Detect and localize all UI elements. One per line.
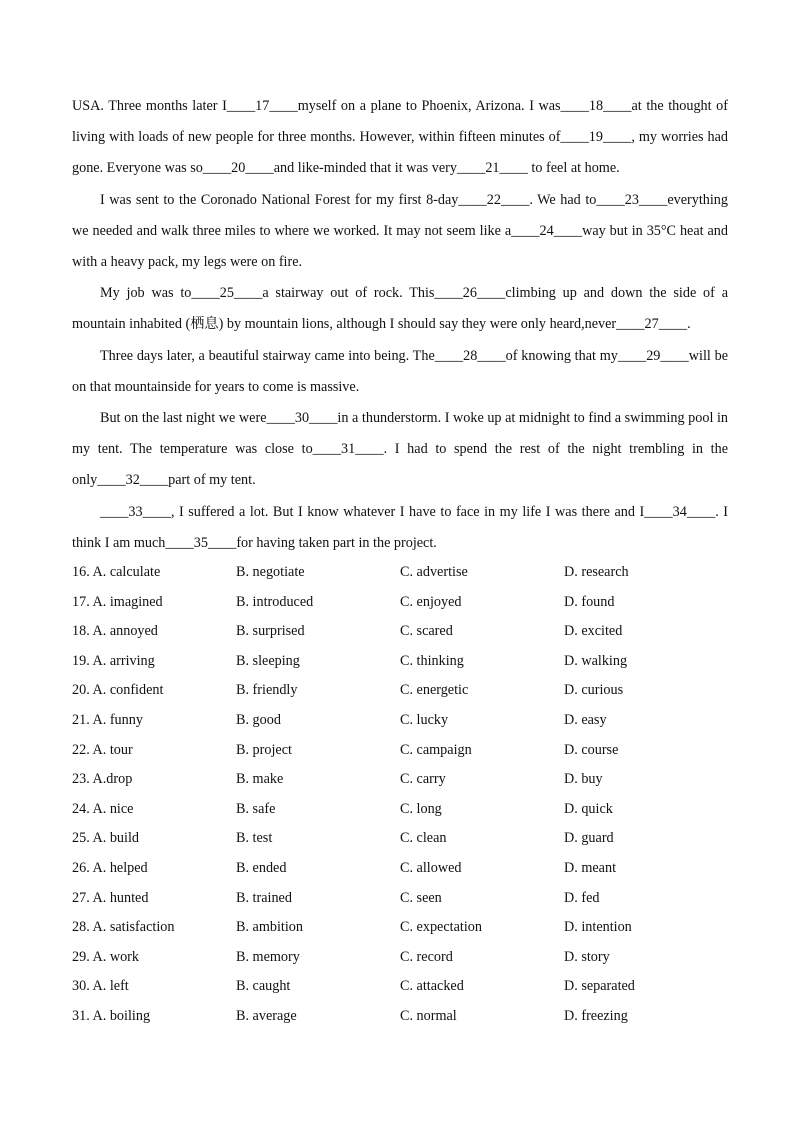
option-row xyxy=(72,972,728,1002)
question-option-d: D. found xyxy=(564,593,615,610)
option-row xyxy=(72,588,728,618)
question-option-c: C. advertise xyxy=(400,564,468,580)
question-option-a: 28. A. satisfaction xyxy=(72,919,175,936)
question-option-b: B. friendly xyxy=(236,682,298,699)
question-option-b: B. trained xyxy=(236,889,292,906)
passage-line: think I am much____35____for having taken part in the project. xyxy=(72,534,437,551)
question-option-d: D. research xyxy=(564,564,629,580)
passage-line: Three days later, a beautiful stairway came into being. The____28____of knowing that my____29____will be xyxy=(100,347,728,364)
passage-line: But on the last night we were____30____in a thunderstorm. I woke up at midnight to find a swimming pool in xyxy=(100,410,728,427)
question-option-a: 26. A. helped xyxy=(72,859,148,876)
option-row xyxy=(72,913,728,943)
question-option-d: D. buy xyxy=(564,771,603,788)
question-option-a: 27. A. hunted xyxy=(72,889,149,906)
question-option-a: 25. A. build xyxy=(72,830,140,847)
question-option-d: D. separated xyxy=(564,978,635,995)
option-row xyxy=(72,795,728,825)
option-row xyxy=(72,617,728,647)
question-option-b: B. negotiate xyxy=(236,564,305,580)
question-option-a: 20. A. confident xyxy=(72,682,164,699)
reading-passage xyxy=(72,91,728,559)
question-option-b: B. ambition xyxy=(236,919,303,936)
question-option-a: 30. A. left xyxy=(72,978,129,995)
question-option-a: 24. A. nice xyxy=(72,800,134,817)
passage-line: gone. Everyone was so____20____and like-minded that it was very____21____ to feel at home. xyxy=(72,160,620,177)
question-option-c: C. thinking xyxy=(400,652,464,669)
question-option-d: D. freezing xyxy=(564,1007,628,1024)
question-option-c: C. clean xyxy=(400,830,447,847)
question-option-d: D. guard xyxy=(564,830,614,847)
passage-line: I was sent to the Coronado National Forest for my first 8-day____22____. We had to____23____everything xyxy=(100,191,728,208)
question-option-c: C. expectation xyxy=(400,919,482,936)
passage-line: mountain inhabited (栖息) by mountain lions, although I should say they were only heard,never____27____. xyxy=(72,316,691,333)
option-row xyxy=(72,765,728,795)
question-option-c: C. campaign xyxy=(400,741,472,758)
question-option-d: D. intention xyxy=(564,919,632,936)
question-option-d: D. walking xyxy=(564,652,628,669)
question-option-c: C. lucky xyxy=(400,711,449,728)
question-option-c: C. energetic xyxy=(400,682,469,699)
question-option-d: D. excited xyxy=(564,623,623,640)
question-option-a: 21. A. funny xyxy=(72,711,143,728)
question-option-b: B. test xyxy=(236,830,273,847)
question-option-c: C. normal xyxy=(400,1007,457,1024)
question-option-a: 31. A. boiling xyxy=(72,1007,151,1024)
question-option-b: B. introduced xyxy=(236,593,314,610)
question-option-b: B. memory xyxy=(236,948,300,965)
question-option-d: D. curious xyxy=(564,682,624,699)
question-option-a: 23. A.drop xyxy=(72,771,133,788)
passage-line: we needed and walk three miles to where we worked. It may not seem like a____24____way but in 35°C heat and xyxy=(72,222,728,239)
option-row xyxy=(72,824,728,854)
question-option-d: D. easy xyxy=(564,711,607,728)
question-option-c: C. record xyxy=(400,948,453,965)
question-option-c: C. enjoyed xyxy=(400,593,462,610)
question-option-b: B. surprised xyxy=(236,623,305,640)
option-row xyxy=(72,706,728,736)
passage-line: ____33____, I suffered a lot. But I know whatever I have to face in my life I was there and I____34____. I xyxy=(100,503,728,520)
passage-line: my tent. The temperature was close to____31____. I had to spend the rest of the night trembling in the xyxy=(72,441,728,458)
option-row xyxy=(72,1002,728,1032)
passage-line: only____32____part of my tent. xyxy=(72,472,256,489)
question-option-a: 18. A. annoyed xyxy=(72,623,158,640)
option-row xyxy=(72,854,728,884)
question-option-b: B. good xyxy=(236,711,281,728)
passage-line: with a heavy pack, my legs were on fire. xyxy=(72,254,303,271)
question-option-c: C. allowed xyxy=(400,859,462,876)
answer-options xyxy=(72,558,728,1032)
question-option-a: 17. A. imagined xyxy=(72,593,163,610)
question-option-b: B. sleeping xyxy=(236,652,300,669)
option-row xyxy=(72,676,728,706)
question-option-a: 19. A. arriving xyxy=(72,652,155,669)
question-option-c: C. scared xyxy=(400,623,453,640)
question-option-a: 29. A. work xyxy=(72,948,139,965)
question-option-d: D. meant xyxy=(564,859,617,876)
question-option-d: D. fed xyxy=(564,889,600,906)
question-option-c: C. long xyxy=(400,800,442,817)
question-option-d: D. quick xyxy=(564,800,613,817)
passage-line: living with loads of new people for three months. However, within fifteen minutes of____19____, my worries had xyxy=(72,129,728,146)
question-option-a: 22. A. tour xyxy=(72,741,133,758)
question-option-d: D. course xyxy=(564,741,619,758)
question-option-a: 16. A. calculate xyxy=(72,564,161,580)
option-row xyxy=(72,884,728,914)
passage-line: on that mountainside for years to come is massive. xyxy=(72,378,360,395)
question-option-b: B. make xyxy=(236,771,284,788)
question-option-b: B. project xyxy=(236,741,292,758)
question-option-b: B. average xyxy=(236,1007,297,1024)
question-option-c: C. seen xyxy=(400,889,442,906)
question-option-b: B. safe xyxy=(236,800,276,817)
option-row xyxy=(72,736,728,766)
question-option-b: B. ended xyxy=(236,859,287,876)
passage-line: USA. Three months later I____17____myself on a plane to Phoenix, Arizona. I was____18____at the thought of xyxy=(72,98,728,114)
option-row xyxy=(72,558,728,588)
option-row xyxy=(72,943,728,973)
question-option-c: C. attacked xyxy=(400,978,464,995)
question-option-d: D. story xyxy=(564,948,610,965)
passage-line: My job was to____25____a stairway out of rock. This____26____climbing up and down the side of a xyxy=(100,285,728,302)
option-row xyxy=(72,647,728,677)
question-option-c: C. carry xyxy=(400,771,446,788)
question-option-b: B. caught xyxy=(236,978,291,995)
